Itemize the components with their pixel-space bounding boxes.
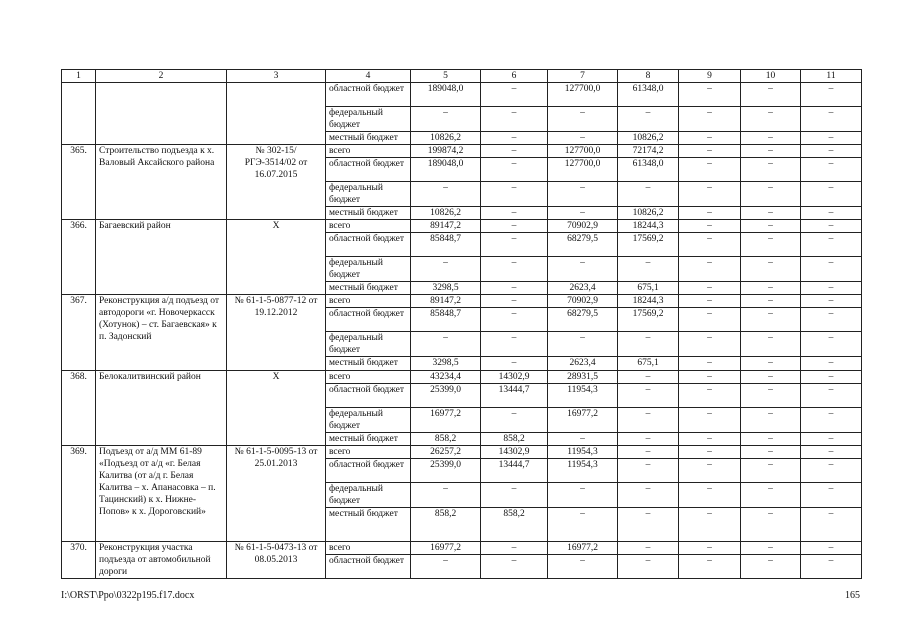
amount-cell: 68279,5 (548, 233, 618, 257)
column-number-header: 1 (62, 70, 96, 83)
row-number: 365. (62, 145, 96, 220)
amount-cell: – (801, 308, 862, 332)
funding-source: местный бюджет (326, 433, 411, 446)
header-row (62, 70, 862, 83)
funding-source: федеральный бюджет (326, 408, 411, 433)
amount-cell: 675,1 (618, 357, 679, 371)
amount-cell: – (411, 107, 481, 132)
funding-source: областной бюджет (326, 384, 411, 408)
amount-cell: – (741, 220, 801, 233)
funding-source: областной бюджет (326, 459, 411, 483)
amount-cell: – (801, 107, 862, 132)
amount-cell: – (679, 384, 741, 408)
amount-cell: – (801, 145, 862, 158)
amount-cell: 25399,0 (411, 384, 481, 408)
amount-cell: – (481, 132, 548, 145)
object-name: Реконструкция участка подъезда от автомобильной дороги (96, 542, 227, 579)
amount-cell: 3298,5 (411, 282, 481, 295)
funding-source: областной бюджет (326, 308, 411, 332)
amount-cell: – (481, 357, 548, 371)
amount-cell: – (741, 295, 801, 308)
amount-cell: 675,1 (618, 282, 679, 295)
amount-cell: 85848,7 (411, 308, 481, 332)
amount-cell: – (741, 357, 801, 371)
amount-cell: – (801, 433, 862, 446)
amount-cell: – (548, 132, 618, 145)
amount-cell: – (679, 308, 741, 332)
amount-cell: – (741, 408, 801, 433)
amount-cell: 11954,3 (548, 384, 618, 408)
amount-cell: – (481, 408, 548, 433)
table-row (62, 83, 862, 107)
amount-cell: – (679, 182, 741, 207)
amount-cell: 127700,0 (548, 158, 618, 182)
row-number (62, 83, 96, 145)
funding-source: всего (326, 542, 411, 555)
amount-cell: – (548, 508, 618, 542)
amount-cell: – (618, 446, 679, 459)
amount-cell: – (481, 257, 548, 282)
object-name (96, 83, 227, 145)
amount-cell: – (481, 83, 548, 107)
amount-cell: – (618, 332, 679, 357)
amount-cell: – (618, 107, 679, 132)
amount-cell: – (741, 446, 801, 459)
amount-cell: 11954,3 (548, 446, 618, 459)
amount-cell: – (801, 357, 862, 371)
amount-cell: – (801, 508, 862, 542)
funding-source: местный бюджет (326, 282, 411, 295)
amount-cell: 858,2 (411, 433, 481, 446)
amount-cell: – (481, 308, 548, 332)
amount-cell: – (679, 446, 741, 459)
amount-cell: – (801, 257, 862, 282)
budget-table (61, 69, 862, 579)
funding-source: федеральный бюджет (326, 332, 411, 357)
table-row (62, 220, 862, 233)
amount-cell: – (618, 384, 679, 408)
amount-cell: 18244,3 (618, 295, 679, 308)
amount-cell: – (481, 107, 548, 132)
amount-cell: – (679, 282, 741, 295)
amount-cell: 68279,5 (548, 308, 618, 332)
amount-cell: – (801, 408, 862, 433)
object-name: Строительство подъезда к х. Валовый Аксайского района (96, 145, 227, 220)
amount-cell: – (679, 508, 741, 542)
amount-cell: – (801, 233, 862, 257)
amount-cell: 28931,5 (548, 371, 618, 384)
amount-cell: – (618, 433, 679, 446)
amount-cell: – (679, 158, 741, 182)
amount-cell: 2623,4 (548, 357, 618, 371)
amount-cell: 13444,7 (481, 384, 548, 408)
amount-cell: – (679, 483, 741, 508)
amount-cell: – (548, 433, 618, 446)
funding-source: областной бюджет (326, 158, 411, 182)
file-path: I:\ORST\Ppo\0322p195.f17.docx (61, 590, 195, 601)
amount-cell: – (801, 542, 862, 555)
amount-cell: – (618, 542, 679, 555)
amount-cell: 858,2 (481, 433, 548, 446)
amount-cell: – (801, 83, 862, 107)
column-numbers-header (62, 70, 862, 83)
funding-source: федеральный бюджет (326, 107, 411, 132)
amount-cell: – (481, 542, 548, 555)
funding-source: всего (326, 220, 411, 233)
amount-cell: – (679, 433, 741, 446)
amount-cell: – (618, 555, 679, 579)
document-reference: № 302-15/РГЭ-3514/02 от 16.07.2015 (227, 145, 326, 220)
column-number-header: 2 (96, 70, 227, 83)
table-body (62, 83, 862, 579)
funding-source: местный бюджет (326, 132, 411, 145)
funding-source: всего (326, 145, 411, 158)
row-number: 366. (62, 220, 96, 295)
amount-cell: – (679, 132, 741, 145)
amount-cell: – (411, 257, 481, 282)
amount-cell: – (481, 332, 548, 357)
amount-cell: – (411, 332, 481, 357)
amount-cell: – (741, 308, 801, 332)
amount-cell: – (679, 371, 741, 384)
table-row (62, 145, 862, 158)
amount-cell: – (679, 332, 741, 357)
object-name: Подъезд от а/д ММ 61-89 «Подъезд от а/д «г. Белая Калитва (от а/д г. Белая Калитва – х. Апанасовка – п. Тацинский) к х. Нижне-Попов» к х. Дороговский» (96, 446, 227, 542)
amount-cell: – (741, 371, 801, 384)
amount-cell: – (801, 282, 862, 295)
amount-cell: – (679, 220, 741, 233)
amount-cell: – (741, 483, 801, 508)
amount-cell: – (618, 459, 679, 483)
amount-cell: 11954,3 (548, 459, 618, 483)
object-name: Реконструкция а/д подъезд от автодороги «г. Новочеркасск (Хотунок) – ст. Багаевская» к п. Задонский (96, 295, 227, 371)
amount-cell: – (679, 145, 741, 158)
amount-cell: 16977,2 (548, 408, 618, 433)
column-number-header: 11 (801, 70, 862, 83)
amount-cell: – (618, 182, 679, 207)
amount-cell: – (679, 542, 741, 555)
amount-cell: – (679, 357, 741, 371)
amount-cell: – (801, 182, 862, 207)
amount-cell: – (481, 483, 548, 508)
table-row (62, 446, 862, 459)
amount-cell: – (679, 257, 741, 282)
amount-cell: – (741, 433, 801, 446)
amount-cell: – (801, 446, 862, 459)
amount-cell: 858,2 (481, 508, 548, 542)
amount-cell: 127700,0 (548, 83, 618, 107)
document-reference (227, 83, 326, 145)
amount-cell: – (548, 257, 618, 282)
amount-cell: – (741, 107, 801, 132)
column-number-header: 4 (326, 70, 411, 83)
amount-cell: – (741, 158, 801, 182)
amount-cell: – (741, 132, 801, 145)
amount-cell: – (741, 459, 801, 483)
page-number: 165 (845, 590, 860, 601)
amount-cell: 858,2 (411, 508, 481, 542)
amount-cell: 25399,0 (411, 459, 481, 483)
amount-cell: – (679, 233, 741, 257)
amount-cell: – (801, 332, 862, 357)
amount-cell: 189048,0 (411, 158, 481, 182)
amount-cell: – (741, 508, 801, 542)
table-row (62, 295, 862, 308)
amount-cell: – (741, 282, 801, 295)
amount-cell: – (618, 257, 679, 282)
amount-cell: 61348,0 (618, 158, 679, 182)
amount-cell: – (481, 220, 548, 233)
amount-cell: 16977,2 (411, 542, 481, 555)
amount-cell: 189048,0 (411, 83, 481, 107)
funding-source: местный бюджет (326, 207, 411, 220)
amount-cell: – (618, 408, 679, 433)
amount-cell: – (801, 371, 862, 384)
amount-cell: – (801, 555, 862, 579)
amount-cell: 3298,5 (411, 357, 481, 371)
amount-cell: – (411, 182, 481, 207)
amount-cell: 18244,3 (618, 220, 679, 233)
amount-cell: 26257,2 (411, 446, 481, 459)
amount-cell: – (801, 220, 862, 233)
amount-cell: – (741, 207, 801, 220)
funding-source: федеральный бюджет (326, 182, 411, 207)
amount-cell: 17569,2 (618, 233, 679, 257)
amount-cell: 89147,2 (411, 295, 481, 308)
object-name: Багаевский район (96, 220, 227, 295)
table-row (62, 371, 862, 384)
table-row (62, 542, 862, 555)
funding-source: областной бюджет (326, 555, 411, 579)
amount-cell: – (679, 107, 741, 132)
amount-cell: – (679, 83, 741, 107)
amount-cell: – (801, 483, 862, 508)
amount-cell: – (801, 207, 862, 220)
amount-cell: – (741, 182, 801, 207)
amount-cell: – (548, 207, 618, 220)
amount-cell: 16977,2 (411, 408, 481, 433)
amount-cell: – (679, 295, 741, 308)
amount-cell: – (741, 384, 801, 408)
amount-cell: 199874,2 (411, 145, 481, 158)
amount-cell: 10826,2 (411, 132, 481, 145)
amount-cell: – (618, 508, 679, 542)
amount-cell: – (548, 107, 618, 132)
amount-cell: – (481, 555, 548, 579)
row-number: 369. (62, 446, 96, 542)
column-number-header: 5 (411, 70, 481, 83)
funding-source: областной бюджет (326, 233, 411, 257)
amount-cell: 72174,2 (618, 145, 679, 158)
amount-cell: 85848,7 (411, 233, 481, 257)
funding-source: областной бюджет (326, 83, 411, 107)
amount-cell: – (741, 542, 801, 555)
amount-cell: – (481, 158, 548, 182)
column-number-header: 7 (548, 70, 618, 83)
amount-cell: 127700,0 (548, 145, 618, 158)
amount-cell: 13444,7 (481, 459, 548, 483)
amount-cell: 61348,0 (618, 83, 679, 107)
column-number-header: 10 (741, 70, 801, 83)
amount-cell: 70902,9 (548, 220, 618, 233)
row-number: 368. (62, 371, 96, 446)
amount-cell: 10826,2 (618, 207, 679, 220)
amount-cell: – (679, 555, 741, 579)
amount-cell: – (618, 483, 679, 508)
amount-cell: – (411, 555, 481, 579)
amount-cell: – (481, 207, 548, 220)
amount-cell: – (801, 132, 862, 145)
document-reference: Х (227, 220, 326, 295)
amount-cell: – (679, 459, 741, 483)
amount-cell: 14302,9 (481, 371, 548, 384)
document-reference: № 61-1-5-0473-13 от 08.05.2013 (227, 542, 326, 579)
amount-cell: – (618, 371, 679, 384)
amount-cell: 16977,2 (548, 542, 618, 555)
amount-cell: 89147,2 (411, 220, 481, 233)
amount-cell: 70902,9 (548, 295, 618, 308)
amount-cell: 43234,4 (411, 371, 481, 384)
document-reference: Х (227, 371, 326, 446)
amount-cell: – (548, 332, 618, 357)
column-number-header: 6 (481, 70, 548, 83)
funding-source: всего (326, 446, 411, 459)
amount-cell: – (801, 459, 862, 483)
amount-cell: – (481, 182, 548, 207)
column-number-header: 8 (618, 70, 679, 83)
column-number-header: 3 (227, 70, 326, 83)
funding-source: всего (326, 295, 411, 308)
amount-cell: 10826,2 (411, 207, 481, 220)
amount-cell: – (741, 332, 801, 357)
amount-cell: – (741, 257, 801, 282)
amount-cell: – (481, 282, 548, 295)
amount-cell: – (741, 83, 801, 107)
row-number: 367. (62, 295, 96, 371)
amount-cell: – (741, 555, 801, 579)
document-reference: № 61-1-5-0877-12 от 19.12.2012 (227, 295, 326, 371)
funding-source: федеральный бюджет (326, 483, 411, 508)
object-name: Белокалитвинский район (96, 371, 227, 446)
amount-cell: – (679, 207, 741, 220)
amount-cell: – (548, 555, 618, 579)
amount-cell: – (548, 483, 618, 508)
amount-cell: – (411, 483, 481, 508)
amount-cell: – (741, 145, 801, 158)
amount-cell: 14302,9 (481, 446, 548, 459)
funding-source: местный бюджет (326, 508, 411, 542)
funding-source: федеральный бюджет (326, 257, 411, 282)
funding-source: местный бюджет (326, 357, 411, 371)
amount-cell: – (679, 408, 741, 433)
column-number-header: 9 (679, 70, 741, 83)
amount-cell: 2623,4 (548, 282, 618, 295)
amount-cell: – (481, 233, 548, 257)
amount-cell: 17569,2 (618, 308, 679, 332)
amount-cell: – (548, 182, 618, 207)
document-reference: № 61-1-5-0095-13 от 25.01.2013 (227, 446, 326, 542)
amount-cell: – (481, 145, 548, 158)
amount-cell: – (801, 295, 862, 308)
amount-cell: – (741, 233, 801, 257)
amount-cell: – (801, 384, 862, 408)
amount-cell: – (481, 295, 548, 308)
amount-cell: – (801, 158, 862, 182)
funding-source: всего (326, 371, 411, 384)
amount-cell: 10826,2 (618, 132, 679, 145)
row-number: 370. (62, 542, 96, 579)
